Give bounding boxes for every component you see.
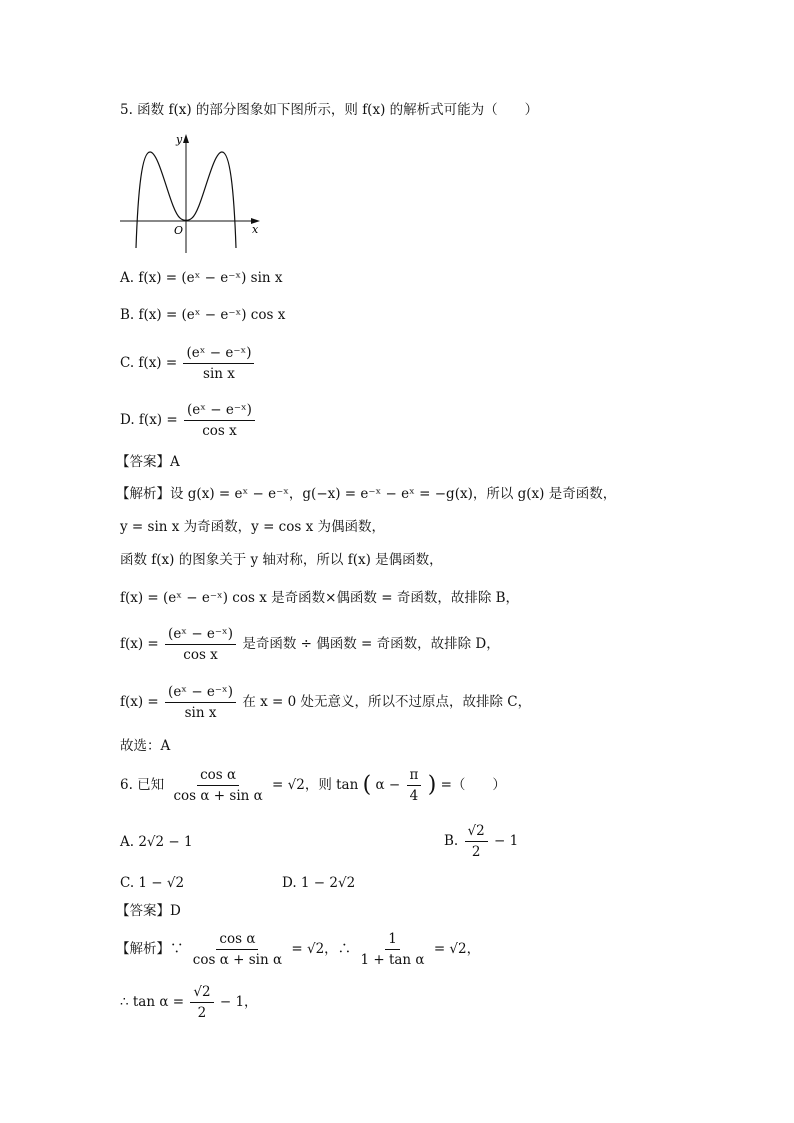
q5-option-c-fraction: [183, 344, 254, 383]
q5-analysis-line-4: f(x) = (eˣ − e⁻ˣ) cos x 是奇函数×偶函数 = 奇函数，故排除 B，: [120, 590, 520, 606]
fraction-denominator: cos α + sin α: [192, 952, 283, 968]
fraction-denominator: sin x: [203, 366, 235, 382]
q5-analysis-line-5: [120, 625, 500, 664]
q6-option-b-fraction: [465, 822, 488, 861]
fraction-denominator: 1 + tan α: [360, 952, 425, 968]
fraction-denominator: 2: [197, 1005, 207, 1021]
fraction-denominator: 4: [409, 788, 419, 804]
fraction-denominator: cos α + sin α: [173, 788, 263, 804]
q6-analysis-line-2-suffix: − 1，: [219, 994, 258, 1010]
fraction-denominator: sin x: [184, 705, 217, 721]
q5-analysis-line-6-fraction: [165, 683, 236, 722]
q6-analysis-line-2-fraction: [190, 983, 213, 1022]
q5-analysis-line-7: 故选：A: [120, 738, 171, 754]
fraction-numerator: cos α: [197, 766, 239, 786]
q5-analysis-line-5-fraction: [165, 625, 236, 664]
fraction-denominator: 2: [471, 844, 481, 860]
q6-analysis-line-1-fraction-1: [190, 930, 285, 969]
q5-analysis-line-6-prefix: f(x) =: [120, 694, 159, 710]
q5-analysis-line-5-suffix: 是奇函数 ÷ 偶函数 = 奇函数，故排除 D，: [242, 636, 500, 652]
q6-analysis-line-1: [116, 930, 480, 969]
q5-option-a: A. f(x) = (eˣ − e⁻ˣ) sin x: [120, 270, 283, 286]
origin-label: O: [174, 224, 184, 237]
q6-option-b: [444, 822, 518, 861]
function-graph: [118, 130, 263, 255]
q6-option-b-suffix: − 1: [494, 833, 519, 849]
fraction-numerator: √2: [465, 822, 488, 842]
q5-stem: 5. 函数 f(x) 的部分图象如下图所示，则 f(x) 的解析式可能为（ ）: [120, 102, 539, 118]
q5-answer: 【答案】A: [116, 454, 180, 470]
q6-stem: [120, 766, 506, 805]
q6-option-b-label: B.: [444, 833, 459, 849]
q5-option-d: [120, 401, 257, 440]
q6-stem-tan-prefix: α −: [375, 777, 401, 793]
q6-analysis-line-1-middle: = √2，∴: [291, 941, 352, 957]
q5-option-b: B. f(x) = (eˣ − e⁻ˣ) cos x: [120, 307, 286, 323]
right-paren: ): [427, 772, 437, 798]
x-axis-label: x: [252, 223, 259, 236]
y-axis-arrow: [183, 134, 189, 143]
y-axis-label: y: [176, 133, 183, 146]
fraction-numerator: (eˣ − e⁻ˣ): [165, 625, 236, 645]
q5-option-c: [120, 344, 256, 383]
q5-option-c-label: C. f(x) =: [120, 355, 178, 371]
fraction-numerator: cos α: [216, 930, 258, 950]
q6-stem-suffix: =（ ）: [440, 777, 506, 793]
fraction-numerator: √2: [190, 983, 213, 1003]
q6-option-a: A. 2√2 − 1: [120, 834, 193, 850]
q5-analysis-line-3: 函数 f(x) 的图象关于 y 轴对称，所以 f(x) 是偶函数，: [120, 552, 443, 568]
fraction-numerator: (eˣ − e⁻ˣ): [184, 401, 255, 421]
q6-analysis-line-2-prefix: ∴ tan α =: [120, 994, 185, 1010]
q6-analysis-line-1-fraction-2: [357, 930, 427, 969]
fraction-numerator: (eˣ − e⁻ˣ): [183, 344, 254, 364]
q6-option-d: D. 1 − 2√2: [282, 875, 356, 891]
q6-stem-prefix: 6. 已知: [120, 777, 165, 793]
q6-stem-middle: = √2，则 tan: [272, 777, 359, 793]
q5-analysis-line-1: 【解析】设 g(x) = eˣ − e⁻ˣ，g(−x) = e⁻ˣ − eˣ = −g(x)，所以 g(x) 是奇函数，: [116, 486, 617, 502]
q6-answer: 【答案】D: [116, 903, 181, 919]
q6-analysis-line-1-prefix: 【解析】∵: [116, 941, 184, 957]
q6-stem-fraction: [170, 766, 265, 805]
fraction-numerator: π: [407, 766, 422, 786]
q5-analysis-line-6: [120, 683, 531, 722]
q6-analysis-line-1-suffix: = √2，: [433, 941, 481, 957]
q5-analysis-line-2: y = sin x 为奇函数，y = cos x 为偶函数，: [120, 519, 385, 535]
q5-analysis-line-5-prefix: f(x) =: [120, 636, 159, 652]
q6-analysis-line-2: [120, 983, 258, 1022]
fraction-denominator: cos x: [183, 647, 218, 663]
q6-stem-tan-fraction: [407, 766, 422, 805]
fraction-numerator: (eˣ − e⁻ˣ): [165, 683, 236, 703]
q5-analysis-line-6-suffix: 在 x = 0 处无意义，所以不过原点，故排除 C，: [242, 694, 532, 710]
left-paren: (: [362, 772, 372, 798]
q5-option-d-label: D. f(x) =: [120, 412, 178, 428]
q6-option-c: C. 1 − √2: [120, 875, 185, 891]
fraction-numerator: 1: [385, 930, 400, 950]
fraction-denominator: cos x: [202, 423, 237, 439]
q5-option-d-fraction: [184, 401, 255, 440]
